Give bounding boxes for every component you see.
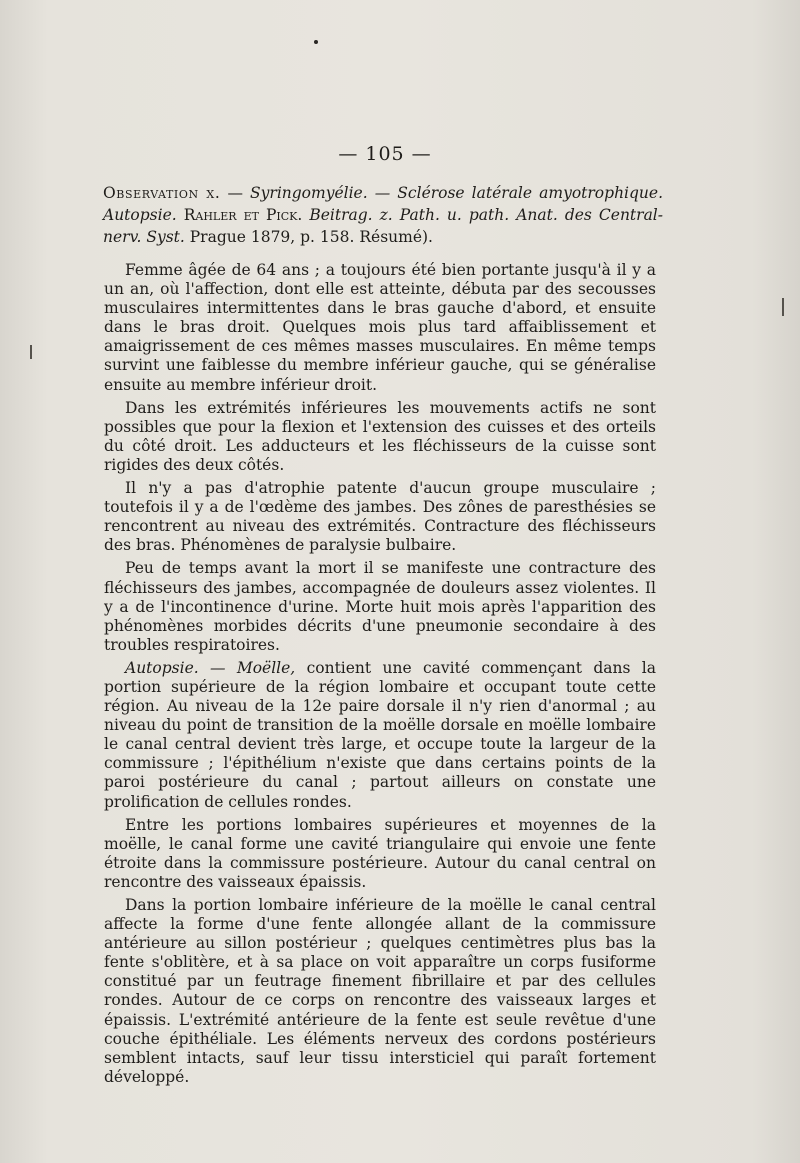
autopsy-lead: Autopsie. — Moëlle, (125, 658, 296, 677)
body-text (104, 261, 656, 1091)
paragraph: Peu de temps avant la mort il se manifeste une contracture des fléchisseurs des jambes, accompagnée de douleurs assez violentes. Il y a de l'incontinence d'urine. Morte huit mois après l'apparition des phénomènes morbides décrits d'une pneumonie secondaire à des troubles respiratoires. (104, 559, 656, 654)
margin-mark (782, 298, 784, 316)
observation-heading (103, 182, 663, 248)
paragraph: Dans les extrémités inférieures les mouvements actifs ne sont possibles que pour la flexion et l'extension des cuisses et des orteils du côté droit. Les adducteurs et les fléchisseurs de la cuisse sont rigides des deux côtés. (104, 398, 656, 474)
source-details: Prague 1879, p. 158. Résumé). (184, 228, 433, 246)
ink-speck (314, 40, 318, 44)
paragraph: Il n'y a pas d'atrophie patente d'aucun groupe musculaire ; toutefois il y a de l'œdème des jambes. Des zônes de paresthésies se rencontrent au niveau des extrémités. Contracture des fléchisseurs des bras. Phénomènes de paralysie bulbaire. (104, 479, 656, 555)
page-number: — 105 — (338, 143, 432, 165)
observation-label: Observation x. (103, 184, 221, 202)
authors: Rahler et Pick. (176, 206, 310, 224)
paragraph: Dans la portion lombaire inférieure de la moëlle le canal central affecte la forme d'une fente allongée allant de la commissure antérieure au sillon postérieur ; quelques centimètres plus bas la fente s'oblitère, et à sa place on voit apparaître un corps fusiforme constitué par un feutrage finement fibrillaire et par des cellules rondes. Autour de ce corps on rencontre des vaisseaux larges et épaissis. L'extrémité antérieure de la fente est seule revêtue d'une couche épithéliale. Les éléments nerveux des cordons postérieurs semblent intacts, sauf leur tissu intersticiel qui paraît fortement développé. (104, 896, 656, 1086)
observation-title: Syringomyélie. — Sclérose latérale amyotrophique. Autopsie. (103, 184, 664, 224)
paragraph: Femme âgée de 64 ans ; a toujours été bien portante jusqu'à il y a un an, où l'affection, dont elle est atteinte, débuta par des secousses musculaires intermittentes dans le bras gauche d'abord, et ensuite dans le bras droit. Quelques mois plus tard affaiblissement et amaigrissement de ces mêmes masses musculaires. En même temps survint une faiblesse du membre inférieur gauche, qui se généralise ensuite au membre inférieur droit. (104, 261, 656, 394)
journal-title: Beitrag. z. Path. u. path. Anat. des Central-nerv. Syst. (103, 206, 664, 246)
paragraph: Entre les portions lombaires supérieures et moyennes de la moëlle, le canal forme une cavité triangulaire qui envoie une fente étroite dans la commissure postérieure. Autour du canal central on rencontre des vaisseaux épaissis. (104, 815, 656, 891)
margin-mark (30, 345, 32, 359)
heading-dash: — (220, 184, 251, 202)
paragraph-text: contient une cavité commençant dans la portion supérieure de la région lombaire et occupant toute cette région. Au niveau de la 12e paire dorsale il n'y rien d'anormal ; au niveau du point de transition de la moëlle dorsale en moëlle lombaire le canal central devient très large, et occupe toute la largeur de la commissure ; l'épithélium n'existe que dans certains points de la paroi postérieure du canal ; partout ailleurs on constate une prolification de cellules rondes. (104, 658, 656, 811)
paragraph-autopsy (104, 659, 656, 812)
